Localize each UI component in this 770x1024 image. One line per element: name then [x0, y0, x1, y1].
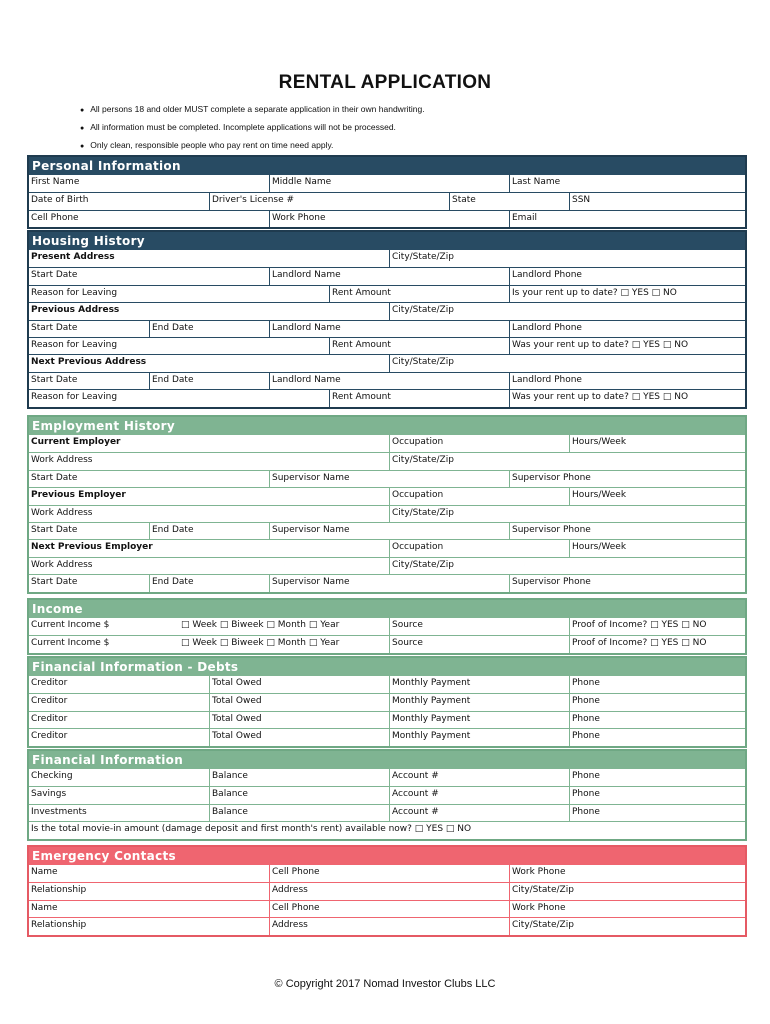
city-state-zip-field[interactable]: City/State/Zip: [389, 558, 745, 574]
hours-week-field[interactable]: Hours/Week: [569, 488, 745, 504]
account-number-field[interactable]: Account #: [389, 769, 569, 786]
rent-amount-field[interactable]: Rent Amount: [329, 286, 509, 302]
income-frequency-checkboxes[interactable]: □ Week □ Biweek □ Month □ Year: [181, 638, 340, 649]
cell-phone-field[interactable]: Cell Phone: [269, 865, 509, 882]
form-row: [29, 804, 745, 821]
form-row: [29, 389, 745, 406]
reason-for-leaving-field[interactable]: Reason for Leaving: [31, 392, 118, 403]
form-row: [29, 285, 745, 302]
section-header: Personal Information: [29, 157, 745, 175]
monthly-payment-field[interactable]: Monthly Payment: [389, 729, 569, 745]
form-row: [29, 470, 745, 487]
cell-phone-field[interactable]: Cell Phone: [31, 212, 79, 223]
form-row: [29, 320, 745, 337]
landlord-name-field[interactable]: Landlord Name: [269, 321, 509, 337]
rent-up-to-date-checkbox[interactable]: Was your rent up to date? □ YES □ NO: [509, 338, 745, 354]
start-date-field[interactable]: Start Date: [31, 270, 78, 281]
end-date-field[interactable]: End Date: [149, 575, 269, 591]
form-row: [29, 574, 745, 591]
current-employer-field[interactable]: Current Employer: [31, 437, 121, 447]
balance-field[interactable]: Balance: [209, 769, 389, 786]
start-date-field[interactable]: Start Date: [31, 472, 78, 483]
form-row: [29, 522, 745, 539]
previous-address-field[interactable]: Previous Address: [31, 305, 120, 316]
form-row: [29, 487, 745, 504]
current-income-field[interactable]: Current Income $: [31, 620, 110, 630]
instruction-item: ● All information must be completed. Incomplete applications will not be processed.: [80, 118, 425, 136]
total-owed-field[interactable]: Total Owed: [209, 676, 389, 693]
form-row: [29, 900, 745, 917]
occupation-field[interactable]: Occupation: [389, 540, 569, 556]
reason-for-leaving-field[interactable]: Reason for Leaving: [31, 339, 118, 350]
checking-field[interactable]: Checking: [31, 771, 73, 781]
start-date-field[interactable]: Start Date: [31, 322, 78, 333]
supervisor-name-field[interactable]: Supervisor Name: [269, 575, 509, 591]
copyright-footer: © Copyright 2017 Nomad Investor Clubs LLC: [274, 978, 496, 990]
total-owed-field[interactable]: Total Owed: [209, 712, 389, 728]
work-address-field[interactable]: Work Address: [31, 507, 93, 518]
section-header: Housing History: [29, 232, 745, 250]
phone-field[interactable]: Phone: [569, 805, 745, 821]
work-phone-field[interactable]: Work Phone: [269, 211, 509, 227]
reason-for-leaving-field[interactable]: Reason for Leaving: [31, 287, 118, 298]
rent-up-to-date-checkbox[interactable]: Was your rent up to date? □ YES □ NO: [509, 390, 745, 406]
section-financial-information: [27, 749, 747, 841]
end-date-field[interactable]: End Date: [149, 373, 269, 389]
monthly-payment-field[interactable]: Monthly Payment: [389, 694, 569, 710]
ssn-field[interactable]: SSN: [569, 193, 745, 209]
start-date-field[interactable]: Start Date: [31, 374, 78, 385]
landlord-name-field[interactable]: Landlord Name: [269, 373, 509, 389]
address-field[interactable]: Address: [269, 883, 509, 899]
work-phone-field[interactable]: Work Phone: [509, 901, 745, 917]
proof-of-income-checkbox[interactable]: Proof of Income? □ YES □ NO: [569, 618, 745, 635]
supervisor-phone-field[interactable]: Supervisor Phone: [509, 471, 745, 487]
section-employment-history: [27, 415, 747, 594]
start-date-field[interactable]: Start Date: [31, 577, 78, 588]
supervisor-name-field[interactable]: Supervisor Name: [269, 523, 509, 539]
form-row: [29, 354, 745, 371]
relationship-field[interactable]: Relationship: [31, 920, 87, 931]
form-row: [29, 267, 745, 284]
page-title: RENTAL APPLICATION: [278, 72, 492, 93]
form-row: [29, 676, 745, 693]
form-row: [29, 539, 745, 556]
phone-field[interactable]: Phone: [569, 694, 745, 710]
city-state-zip-field[interactable]: City/State/Zip: [389, 506, 745, 522]
income-source-field[interactable]: Source: [389, 618, 569, 635]
previous-employer-field[interactable]: Previous Employer: [31, 490, 126, 501]
form-row: [29, 192, 745, 209]
occupation-field[interactable]: Occupation: [389, 488, 569, 504]
cell-phone-field[interactable]: Cell Phone: [269, 901, 509, 917]
monthly-payment-field[interactable]: Monthly Payment: [389, 676, 569, 693]
city-state-zip-field[interactable]: City/State/Zip: [389, 250, 745, 267]
form-row: [29, 372, 745, 389]
supervisor-phone-field[interactable]: Supervisor Phone: [509, 523, 745, 539]
current-income-field[interactable]: Current Income $: [31, 638, 110, 649]
section-emergency-contacts: [27, 845, 747, 937]
occupation-field[interactable]: Occupation: [389, 435, 569, 452]
instructions-list: [80, 100, 425, 154]
form-row: [29, 210, 745, 227]
end-date-field[interactable]: End Date: [149, 523, 269, 539]
work-phone-field[interactable]: Work Phone: [509, 865, 745, 882]
contact-name-field[interactable]: Name: [31, 867, 58, 877]
city-state-zip-field[interactable]: City/State/Zip: [509, 918, 745, 934]
rent-amount-field[interactable]: Rent Amount: [329, 338, 509, 354]
supervisor-phone-field[interactable]: Supervisor Phone: [509, 575, 745, 591]
form-row: [29, 618, 745, 635]
phone-field[interactable]: Phone: [569, 729, 745, 745]
form-row: [29, 693, 745, 710]
balance-field[interactable]: Balance: [209, 787, 389, 803]
section-header: Income: [29, 600, 745, 618]
landlord-phone-field[interactable]: Landlord Phone: [509, 321, 745, 337]
middle-name-field[interactable]: Middle Name: [269, 175, 509, 192]
phone-field[interactable]: Phone: [569, 712, 745, 728]
hours-week-field[interactable]: Hours/Week: [569, 540, 745, 556]
supervisor-name-field[interactable]: Supervisor Name: [269, 471, 509, 487]
work-address-field[interactable]: Work Address: [31, 559, 93, 570]
form-row: [29, 452, 745, 469]
end-date-field[interactable]: End Date: [149, 321, 269, 337]
proof-of-income-checkbox[interactable]: Proof of Income? □ YES □ NO: [569, 636, 745, 652]
city-state-zip-field[interactable]: City/State/Zip: [389, 303, 745, 319]
form-row: [29, 302, 745, 319]
next-previous-address-field[interactable]: Next Previous Address: [31, 357, 147, 368]
section-personal-information: [27, 155, 747, 229]
section-header: Employment History: [29, 417, 745, 435]
investments-field[interactable]: Investments: [31, 806, 87, 817]
first-name-field[interactable]: First Name: [31, 177, 80, 187]
form-row: [29, 505, 745, 522]
city-state-zip-field[interactable]: City/State/Zip: [389, 453, 745, 469]
section-header: Financial Information: [29, 751, 745, 769]
form-row: [29, 635, 745, 652]
email-field[interactable]: Email: [509, 211, 745, 227]
form-row: [29, 711, 745, 728]
city-state-zip-field[interactable]: City/State/Zip: [389, 355, 745, 371]
form-row: [29, 882, 745, 899]
monthly-payment-field[interactable]: Monthly Payment: [389, 712, 569, 728]
state-field[interactable]: State: [449, 193, 569, 209]
phone-field[interactable]: Phone: [569, 769, 745, 786]
income-frequency-checkboxes[interactable]: □ Week □ Biweek □ Month □ Year: [181, 620, 340, 630]
section-housing-history: [27, 230, 747, 409]
form-row: [29, 865, 745, 882]
form-row: [29, 175, 745, 192]
form-row: [29, 769, 745, 786]
phone-field[interactable]: Phone: [569, 676, 745, 693]
total-owed-field[interactable]: Total Owed: [209, 694, 389, 710]
landlord-phone-field[interactable]: Landlord Phone: [509, 373, 745, 389]
section-financial-debts: [27, 656, 747, 748]
work-address-field[interactable]: Work Address: [31, 455, 93, 466]
section-income: [27, 598, 747, 655]
relationship-field[interactable]: Relationship: [31, 885, 87, 896]
account-number-field[interactable]: Account #: [389, 787, 569, 803]
rent-amount-field[interactable]: Rent Amount: [329, 390, 509, 406]
next-previous-employer-field[interactable]: Next Previous Employer: [31, 542, 153, 553]
savings-field[interactable]: Savings: [31, 789, 67, 800]
landlord-phone-field[interactable]: Landlord Phone: [509, 268, 745, 284]
form-row: [29, 821, 745, 838]
instruction-item: ● Only clean, responsible people who pay rent on time need apply.: [80, 136, 425, 154]
city-state-zip-field[interactable]: City/State/Zip: [509, 883, 745, 899]
creditor-field[interactable]: Creditor: [31, 678, 68, 688]
last-name-field[interactable]: Last Name: [509, 175, 745, 192]
form-row: [29, 786, 745, 803]
present-address-field[interactable]: Present Address: [31, 252, 115, 262]
form-row: [29, 435, 745, 452]
drivers-license-field[interactable]: Driver's License #: [209, 193, 449, 209]
address-field[interactable]: Address: [269, 918, 509, 934]
form-row: [29, 728, 745, 745]
form-row: [29, 337, 745, 354]
balance-field[interactable]: Balance: [209, 805, 389, 821]
start-date-field[interactable]: Start Date: [31, 524, 78, 535]
income-source-field[interactable]: Source: [389, 636, 569, 652]
form-row: [29, 917, 745, 934]
date-of-birth-field[interactable]: Date of Birth: [31, 195, 89, 206]
form-row: [29, 557, 745, 574]
creditor-field[interactable]: Creditor: [31, 696, 68, 707]
instruction-item: ● All persons 18 and older MUST complete a separate application in their own handwriting.: [80, 100, 425, 118]
account-number-field[interactable]: Account #: [389, 805, 569, 821]
hours-week-field[interactable]: Hours/Week: [569, 435, 745, 452]
rent-up-to-date-checkbox[interactable]: Is your rent up to date? □ YES □ NO: [509, 286, 745, 302]
form-row: [29, 250, 745, 267]
phone-field[interactable]: Phone: [569, 787, 745, 803]
total-owed-field[interactable]: Total Owed: [209, 729, 389, 745]
creditor-field[interactable]: Creditor: [31, 731, 68, 742]
section-header: Financial Information - Debts: [29, 658, 745, 676]
landlord-name-field[interactable]: Landlord Name: [269, 268, 509, 284]
section-header: Emergency Contacts: [29, 847, 745, 865]
move-in-amount-checkbox[interactable]: Is the total movie-in amount (damage deposit and first month's rent) available now? □ YES □ NO: [31, 824, 472, 835]
contact-name-field[interactable]: Name: [31, 902, 58, 913]
creditor-field[interactable]: Creditor: [31, 713, 68, 724]
